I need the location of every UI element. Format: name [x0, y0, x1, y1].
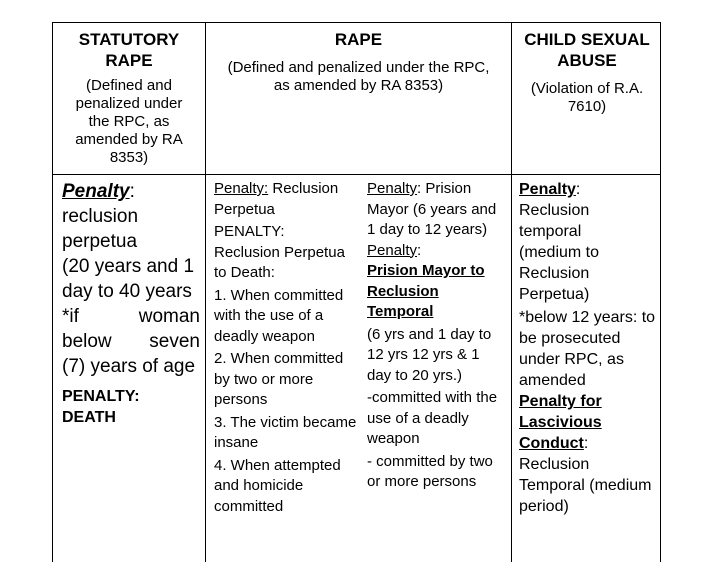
range-line: Prision Mayor to [367, 262, 485, 279]
lascivious-line: Penalty for [519, 393, 602, 410]
lascivious-value: Reclusion Temporal (medium period) [519, 456, 652, 515]
qualifying-item: 1. When committed with the use of a deadly weapon [214, 286, 344, 345]
penalty-line: day to 40 years [62, 281, 192, 302]
penalty-label: Penalty: [214, 180, 269, 197]
penalty-colon: : [417, 241, 422, 259]
child-abuse-penalty-cell [519, 179, 657, 517]
range-detail: (6 yrs and 1 day to 12 yrs 12 yrs & 1 day to 20 yrs.) [367, 325, 492, 384]
penalty-line: Perpetua) [519, 286, 590, 303]
penalty-line: temporal [519, 223, 582, 240]
header-statutory-rape [53, 29, 205, 167]
column-divider [205, 23, 206, 562]
header-subtitle: (Defined and penalized under the RPC, as amended by RA 8353) [227, 59, 490, 94]
penalty-line: (20 years and 1 [62, 256, 195, 277]
lascivious-label: Conduct [519, 435, 584, 452]
header-subtitle: (Violation of R.A. 7610) [530, 80, 644, 115]
below-12-note: *below 12 years: to be prosecuted under RPC, as amended [519, 309, 656, 389]
penalty-line: Reclusion [519, 265, 590, 282]
rape-penalty-cell [214, 179, 360, 517]
penalty-row [214, 179, 360, 220]
header-title: CHILD SEXUAL ABUSE [524, 30, 650, 70]
penalty-line: *if woman [62, 306, 200, 327]
penalty-row [367, 179, 507, 241]
lascivious-line: Lascivious [519, 414, 602, 431]
death-label: PENALTY: [62, 388, 140, 405]
header-rape [206, 29, 511, 95]
penalty-value: : Prision Mayor (6 years and 1 day to 12 years) [367, 180, 497, 238]
penalty2-value: Reclusion Perpetua to Death: [214, 243, 345, 281]
penalty-colon: : [129, 181, 135, 202]
death-value: DEATH [62, 409, 116, 426]
header-child-sexual-abuse [512, 29, 662, 116]
range-line: Reclusion [367, 282, 439, 300]
penalty-line: (7) years of age [62, 356, 196, 377]
lascivious-heading [519, 433, 657, 454]
header-title: RAPE [334, 30, 383, 49]
penalty2-heading [367, 241, 507, 262]
penalty-label: Penalty [367, 180, 418, 197]
penalty2-label: PENALTY: [214, 223, 285, 240]
penalty-heading [62, 179, 200, 204]
penalty-line: perpetua [62, 231, 138, 252]
penalty-colon: : [575, 181, 581, 198]
header-divider [53, 174, 660, 175]
penalty-value: Reclusion Perpetua [214, 180, 339, 218]
penalty-line: Reclusion [519, 202, 590, 219]
qualifying-item: 2. When committed by two or more persons [214, 350, 344, 408]
header-title: STATUTORY RAPE [78, 30, 180, 70]
comparison-table [52, 22, 661, 562]
penalty-line: reclusion [62, 206, 139, 227]
qualifying-item: 3. The victim became insane [214, 413, 357, 451]
aggravating-note: - committed by two or more persons [367, 452, 493, 490]
penalty-label: Penalty [519, 181, 576, 198]
penalty-label: Penalty [367, 241, 418, 259]
header-subtitle: (Defined and penalized under the RPC, as amended by RA 8353) [75, 77, 183, 166]
penalty-line: (medium to [519, 244, 600, 261]
penalty-heading [519, 179, 657, 200]
lascivious-colon: : [583, 435, 589, 452]
aggravating-note: -committed with the use of a deadly weapon [367, 389, 498, 447]
penalty-line: below seven [62, 331, 200, 352]
range-line: Temporal [367, 303, 434, 320]
rape-sexual-assault-cell [367, 179, 507, 493]
statutory-penalty-cell [62, 179, 200, 428]
penalty-label: Penalty [62, 181, 130, 202]
qualifying-item: 4. When attempted and homicide committed [214, 456, 341, 515]
